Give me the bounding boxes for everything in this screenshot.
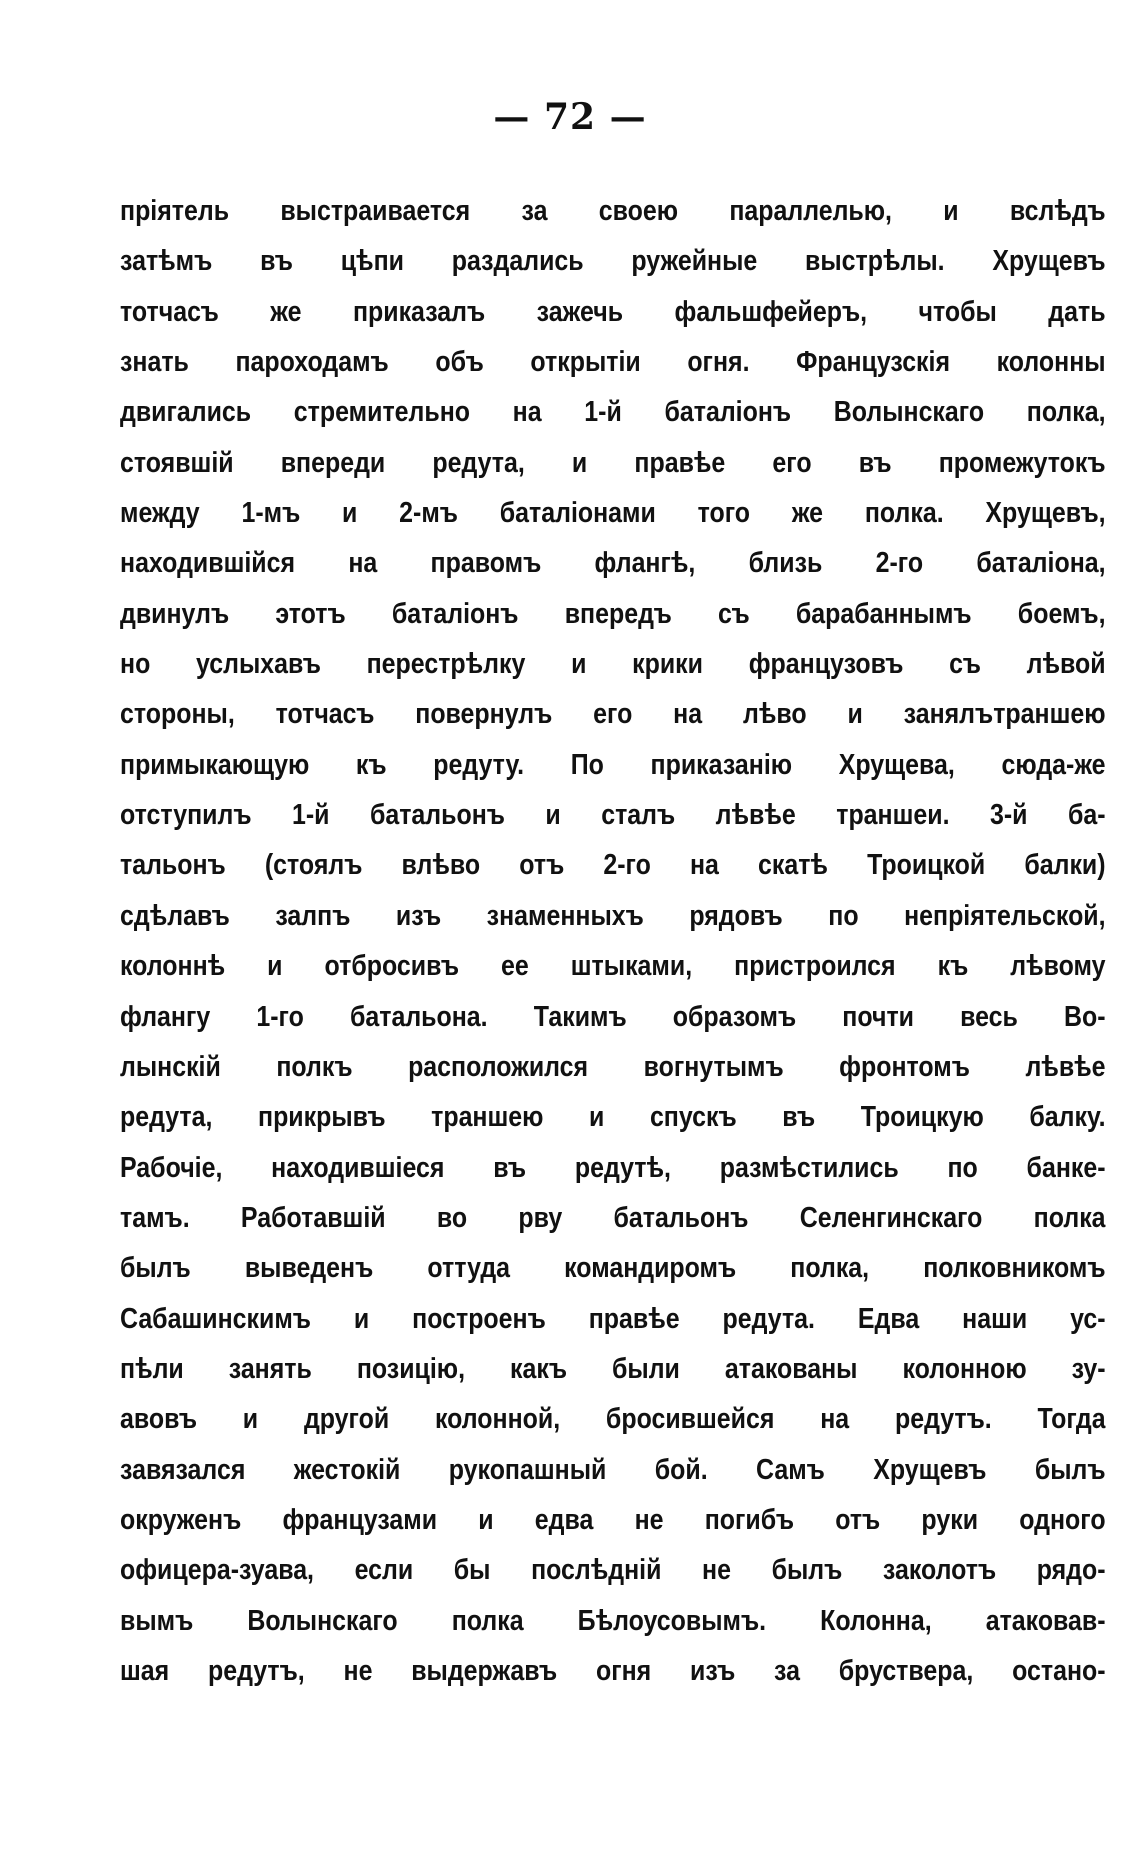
text-line: тальонъ (стоялъ влѣво отъ 2-го на скатѣ Троицкой балки) bbox=[120, 849, 1106, 882]
text-line: завязался жестокій рукопашный бой. Самъ Хрущевъ былъ bbox=[120, 1453, 1106, 1486]
text-line: двигались стремительно на 1-й баталіонъ Волынскаго полка, bbox=[120, 396, 1106, 429]
text-line: стоявшій впереди редута, и правѣе его въ промежутокъ bbox=[120, 446, 1106, 479]
text-line: былъ выведенъ оттуда командиромъ полка, полковникомъ bbox=[120, 1252, 1106, 1285]
text-line: шая редутъ, не выдержавъ огня изъ за бруствера, остано- bbox=[120, 1654, 1106, 1687]
body-text bbox=[120, 186, 1106, 1696]
text-line: Рабочіе, находившіеся въ редутѣ, размѣстились по банке- bbox=[120, 1151, 1106, 1184]
text-line: примыкающую къ редуту. По приказанію Хрущева, сюда-же bbox=[120, 748, 1106, 781]
text-line: флангу 1-го батальона. Такимъ образомъ почти весь Во- bbox=[120, 1000, 1106, 1033]
text-line: затѣмъ въ цѣпи раздались ружейные выстрѣлы. Хрущевъ bbox=[120, 245, 1106, 278]
text-line: знать пароходамъ объ открытіи огня. Французскія колонны bbox=[120, 346, 1106, 379]
text-line: лынскій полкъ расположился вогнутымъ фронтомъ лѣвѣе bbox=[120, 1050, 1106, 1083]
text-line: редута, прикрывъ траншею и спускъ въ Троицкую балку. bbox=[120, 1101, 1106, 1134]
text-line: пріятель выстраивается за своею параллелью, и вслѣдъ bbox=[120, 195, 1106, 227]
text-line: находившійся на правомъ флангѣ, близь 2-го баталіона, bbox=[120, 547, 1106, 580]
text-line: стороны, тотчасъ повернулъ его на лѣво и занялътраншею bbox=[120, 698, 1106, 731]
text-line: но услыхавъ перестрѣлку и крики французовъ съ лѣвой bbox=[120, 648, 1106, 681]
text-line: вымъ Волынскаго полка Бѣлоусовымъ. Колонна, атаковав- bbox=[120, 1604, 1106, 1637]
text-line: сдѣлавъ залпъ изъ знаменныхъ рядовъ по непріятельской, bbox=[120, 899, 1106, 932]
text-line: тамъ. Работавшій во рву батальонъ Селенгинскаго полка bbox=[120, 1201, 1106, 1234]
text-line: пѣли занять позицію, какъ были атакованы колонною зу- bbox=[120, 1352, 1106, 1385]
text-line: двинулъ этотъ баталіонъ впередъ съ барабаннымъ боемъ, bbox=[120, 597, 1106, 630]
text-line: тотчасъ же приказалъ зажечь фальшфейеръ, чтобы дать bbox=[120, 295, 1106, 328]
text-line: окруженъ французами и едва не погибъ отъ руки одного bbox=[120, 1503, 1106, 1536]
text-line: отступилъ 1-й батальонъ и сталъ лѣвѣе траншеи. 3-й ба- bbox=[120, 799, 1106, 832]
text-line: офицера-зуава, если бы послѣдній не былъ заколотъ рядо- bbox=[120, 1554, 1106, 1587]
page-number: — 72 — bbox=[493, 96, 647, 138]
text-line: колоннѣ и отбросивъ ее штыками, пристроился къ лѣвому bbox=[120, 950, 1106, 983]
text-line: между 1-мъ и 2-мъ баталіонами того же полка. Хрущевъ, bbox=[120, 497, 1106, 530]
text-line: Сабашинскимъ и построенъ правѣе редута. Едва наши ус- bbox=[120, 1302, 1106, 1335]
text-line: авовъ и другой колонной, бросившейся на редутъ. Тогда bbox=[120, 1403, 1106, 1436]
